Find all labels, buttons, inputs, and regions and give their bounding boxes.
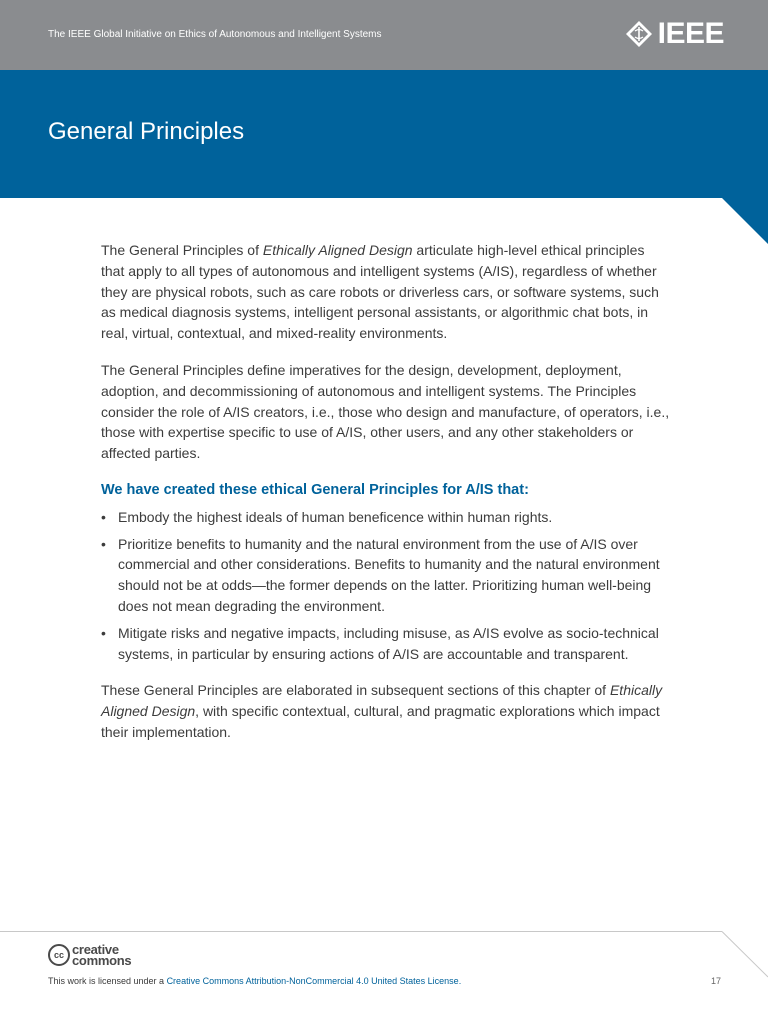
closing-paragraph: These General Principles are elaborated in subsequent sections of this chapter of Ethically Aligned Design, with specific contextual, cultural, and pragmatic explorations which impact their implementation. <box>101 682 663 740</box>
cc-word-creative: creative <box>72 942 119 957</box>
intro-paragraph: The General Principles of Ethically Aligned Design articulate high-level ethical principles that apply to all types of autonomous and intelligent systems (A/IS), regardless of whether they are physical robots, such as care robots or driverless cars, or software systems, such as medical diagnosis systems, intelligent personal assistants, or algorithmic chat bots, in real, virtual, contextual, and mixed-reality environments. <box>101 242 659 342</box>
ieee-diamond-icon <box>625 20 653 48</box>
principles-list <box>101 507 671 665</box>
title-band-corner <box>0 70 768 250</box>
license-link[interactable]: Creative Commons Attribution-NonCommercial 4.0 United States License. <box>166 976 462 986</box>
body-content <box>101 240 671 759</box>
bullet-icon: • <box>101 624 106 641</box>
ead-title-emphasis: Ethically Aligned Design <box>101 682 663 720</box>
list-item: • Prioritize benefits to humanity and the natural environment from the use of A/IS over commercial and other considerations. Benefits to humanity and the natural environment should not be at odds—the former depends on the latter. Prioritizing human well-being does not mean degrading the environment. <box>101 535 660 614</box>
ead-title-emphasis: Ethically Aligned Design <box>262 242 413 258</box>
cc-icon: cc <box>48 944 70 966</box>
ieee-wordmark: IEEE <box>657 17 724 50</box>
license-notice: This work is licensed under a Creative Commons Attribution-NonCommercial 4.0 United States License. <box>48 976 462 986</box>
ieee-logo <box>625 16 724 52</box>
bullet-icon: • <box>101 508 106 525</box>
series-title: The IEEE Global Initiative on Ethics of Autonomous and Intelligent Systems <box>48 29 382 40</box>
creative-commons-logo <box>48 944 131 966</box>
principles-lead-heading: We have created these ethical General Principles for A/IS that: <box>101 481 529 498</box>
list-item: • Embody the highest ideals of human beneficence within human rights. <box>101 507 671 528</box>
bullet-icon: • <box>101 535 106 552</box>
page-title: General Principles <box>48 118 245 145</box>
header-bar <box>0 0 768 70</box>
page-number: 17 <box>711 976 722 986</box>
imperatives-paragraph: The General Principles define imperatives for the design, development, deployment, adoption, and decommissioning of autonomous and intelligent systems. The Principles consider the role of A/IS creators, i.e., those who design and manufacture, of operators, i.e., those with expertise specific to use of A/IS, other users, and any other stakeholders or affected parties. <box>101 361 670 462</box>
list-item: • Mitigate risks and negative impacts, including misuse, as A/IS evolve as socio-technical systems, in particular by ensuring actions of A/IS are accountable and transparent. <box>101 624 659 662</box>
cc-word-commons: commons <box>72 953 132 968</box>
